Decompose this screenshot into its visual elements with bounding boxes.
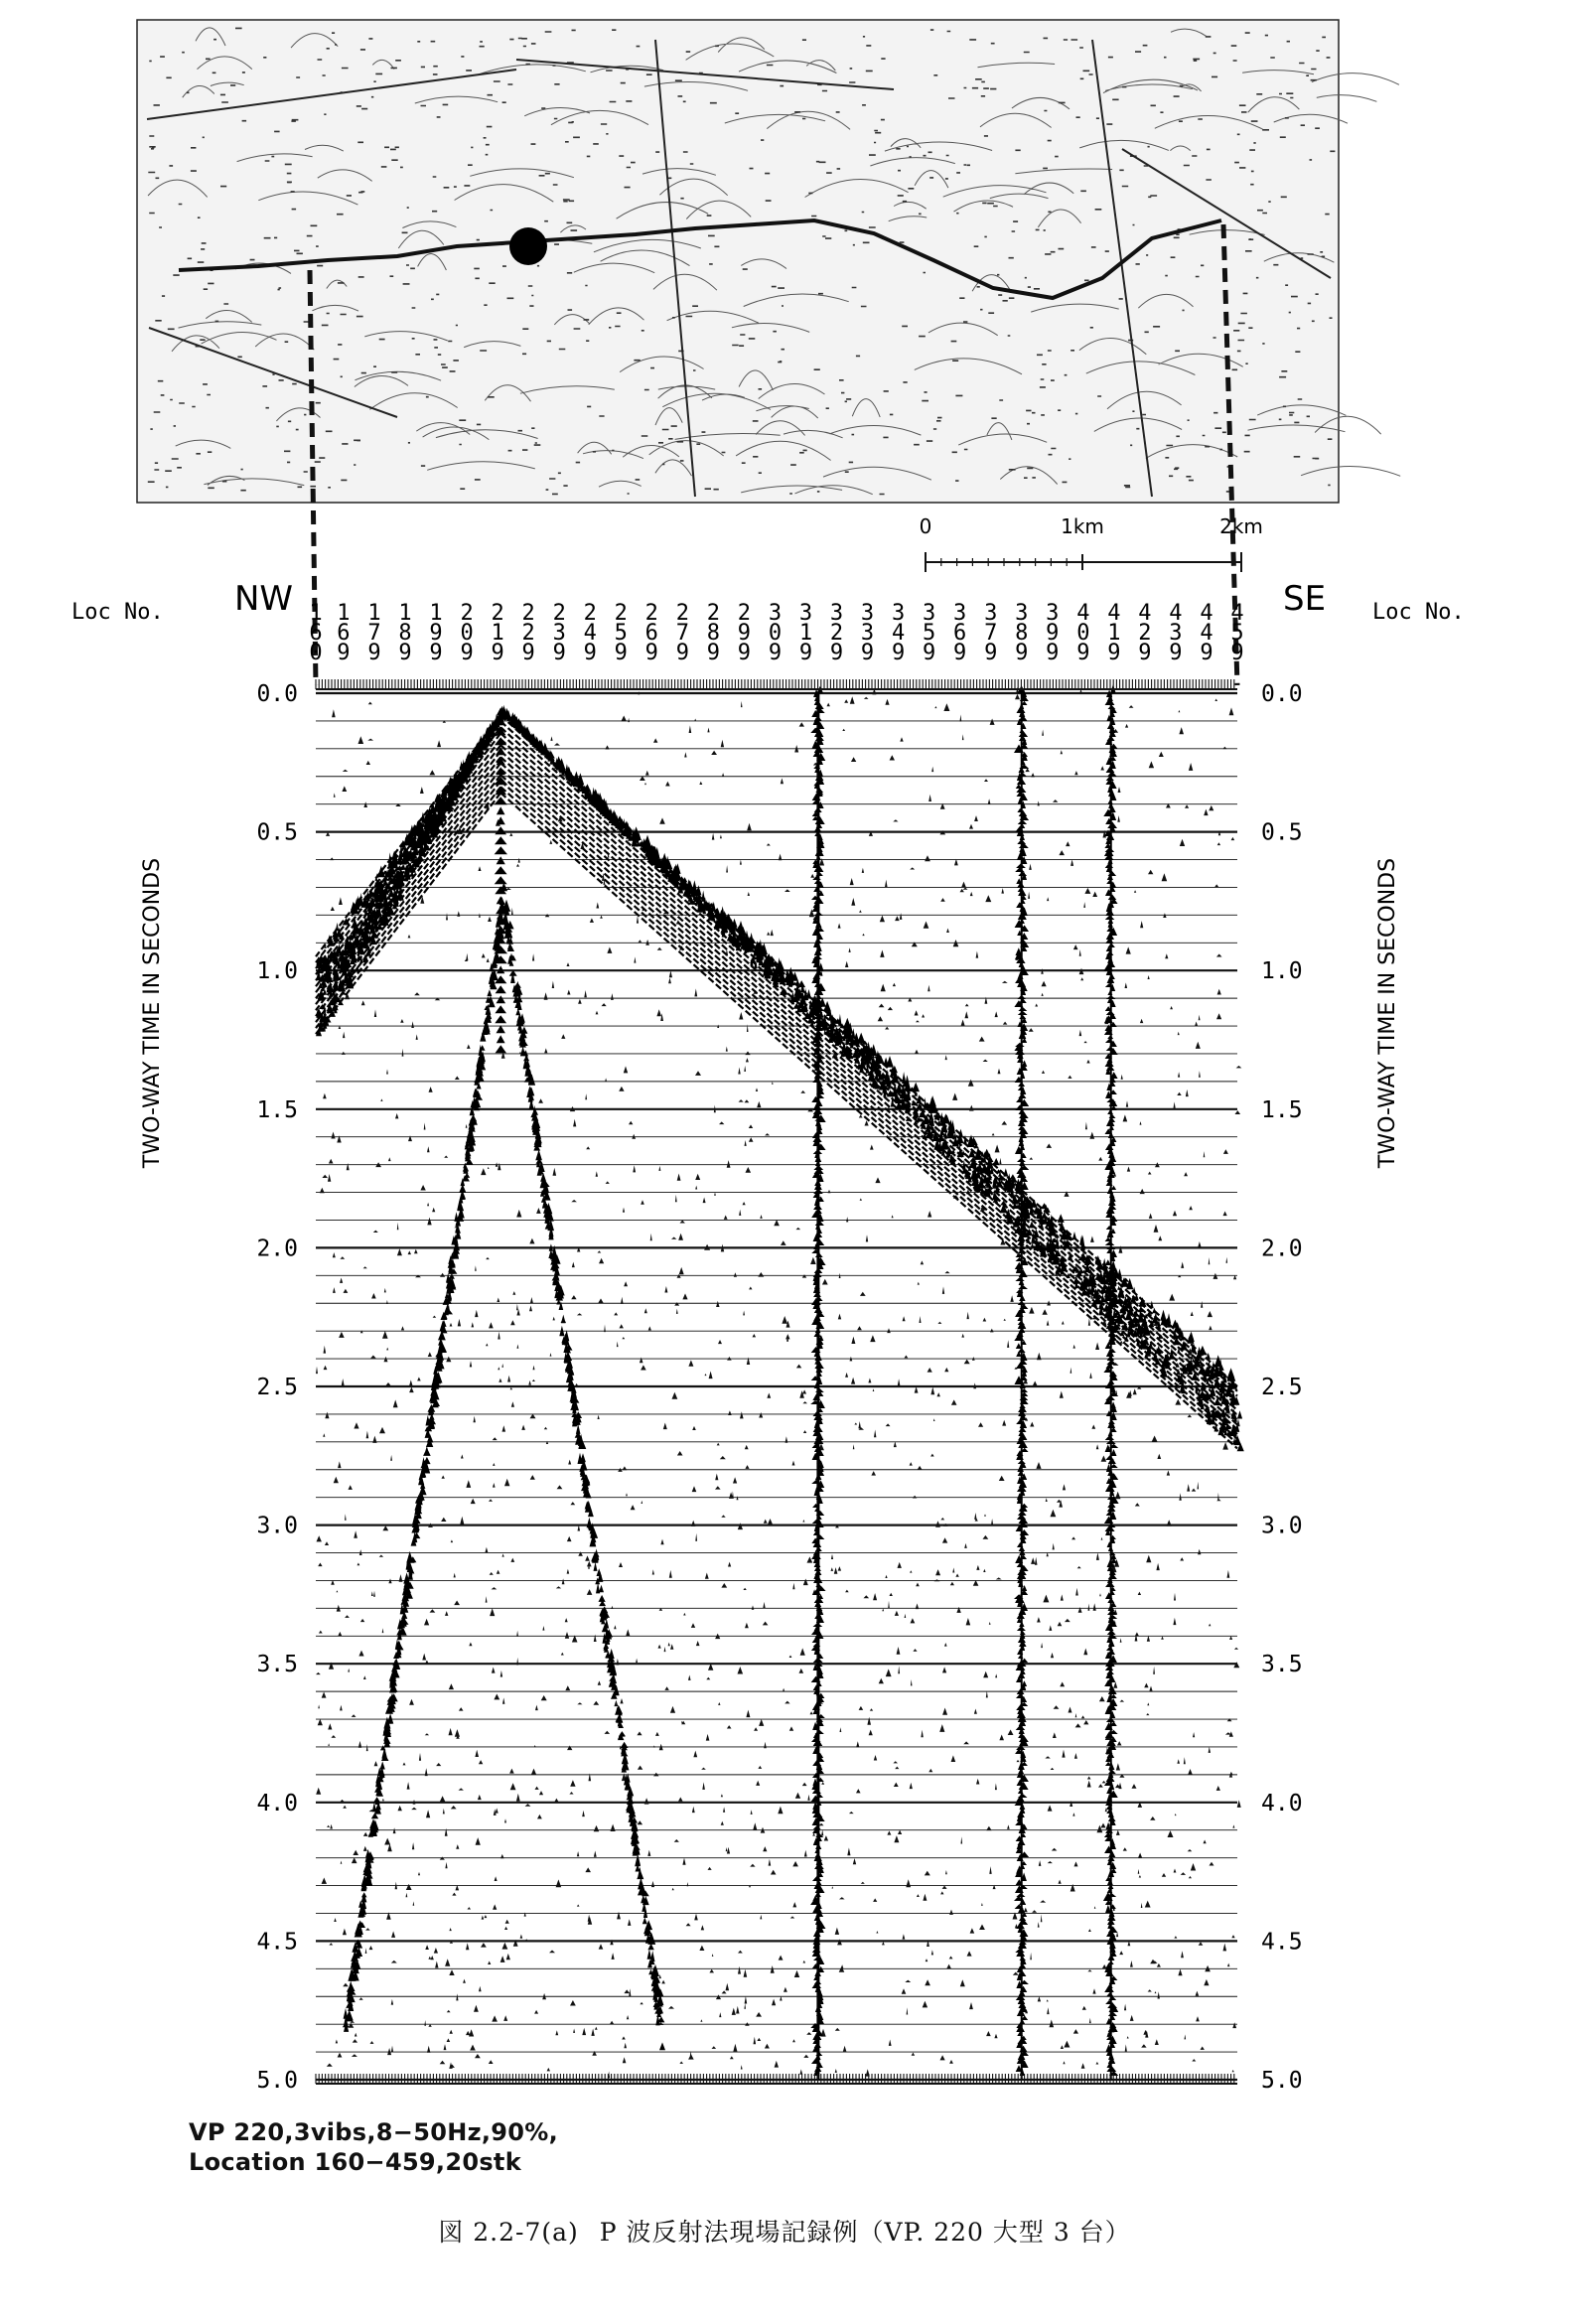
loc-number-339: 3 3 9	[860, 601, 875, 665]
y-tick-labels-right	[1261, 681, 1303, 2094]
y-axis-label-right: TWO-WAY TIME IN SECONDS	[1375, 857, 1400, 1169]
topographic-map	[137, 20, 1400, 503]
figure-caption	[0, 2213, 1569, 2249]
loc-number-160: 1 6 0	[309, 601, 323, 665]
y-axis-label-left: TWO-WAY TIME IN SECONDS	[140, 857, 165, 1169]
loc-number-219: 2 1 9	[491, 601, 504, 665]
y-tick-left-2.5: 2.5	[256, 1375, 298, 1400]
loc-no-label-right: Loc No.	[1372, 600, 1465, 625]
y-tick-right-5.0: 5.0	[1261, 2068, 1303, 2094]
noise-wavelets	[316, 687, 1241, 2079]
y-tick-left-0.5: 0.5	[256, 819, 298, 846]
map-scale-bar	[920, 514, 1263, 572]
loc-number-239: 2 3 9	[552, 601, 566, 665]
y-tick-right-2.5: 2.5	[1261, 1375, 1303, 1400]
loc-number-309: 3 0 9	[768, 601, 783, 665]
y-tick-right-4.5: 4.5	[1261, 1929, 1303, 1956]
loc-number-189: 1 8 9	[398, 601, 412, 665]
loc-number-249: 2 4 9	[583, 601, 597, 665]
loc-number-269: 2 6 9	[644, 601, 658, 665]
y-tick-left-5.0: 5.0	[256, 2068, 298, 2094]
direction-nw: NW	[234, 579, 294, 619]
loc-number-329: 3 2 9	[829, 601, 844, 665]
y-tick-right-2.0: 2.0	[1261, 1235, 1303, 1262]
loc-number-369: 3 6 9	[953, 601, 967, 665]
figure-caption-text: P 波反射法現場記録例（VP. 220 大型 3 台）	[599, 2218, 1131, 2247]
y-tick-right-4.0: 4.0	[1261, 1790, 1303, 1816]
loc-number-349: 3 4 9	[891, 601, 906, 665]
acquisition-line-2: Location 160−459,20stk	[189, 2148, 521, 2176]
figure-number: 図 2.2-7(a)	[438, 2218, 579, 2247]
y-tick-right-3.0: 3.0	[1261, 1513, 1303, 1539]
scale-label-0: 0	[919, 514, 932, 538]
acquisition-line-1: VP 220,3vibs,8−50Hz,90%,	[189, 2118, 559, 2146]
loc-number-379: 3 7 9	[984, 601, 998, 665]
y-tick-right-3.5: 3.5	[1261, 1652, 1303, 1678]
loc-number-299: 2 9 9	[737, 601, 752, 665]
loc-number-359: 3 5 9	[923, 601, 936, 665]
source-trace-wavelets	[494, 707, 507, 1053]
loc-number-259: 2 5 9	[614, 601, 628, 665]
loc-number-419: 4 1 9	[1107, 601, 1121, 665]
loc-number-209: 2 0 9	[460, 601, 474, 665]
y-tick-left-2.0: 2.0	[256, 1235, 298, 1262]
loc-number-459: 4 5 9	[1230, 601, 1244, 665]
y-tick-left-4.0: 4.0	[256, 1790, 298, 1816]
loc-number-449: 4 4 9	[1200, 601, 1213, 665]
y-tick-right-1.0: 1.0	[1261, 958, 1303, 985]
loc-number-169: 1 6 9	[337, 601, 351, 665]
loc-number-399: 3 9 9	[1046, 601, 1060, 665]
loc-number-179: 1 7 9	[367, 601, 381, 665]
loc-number-319: 3 1 9	[798, 601, 813, 665]
loc-number-199: 1 9 9	[429, 601, 443, 665]
loc-number-279: 2 7 9	[675, 601, 689, 665]
seismic-record-panel	[316, 679, 1244, 2084]
direction-se: SE	[1283, 579, 1327, 619]
loc-no-label-left: Loc No.	[71, 600, 164, 625]
y-tick-right-0.5: 0.5	[1261, 819, 1303, 846]
loc-number-409: 4 0 9	[1076, 601, 1090, 665]
acquisition-parameters	[189, 2117, 558, 2177]
y-tick-right-1.5: 1.5	[1261, 1096, 1303, 1123]
y-tick-labels-left	[256, 681, 298, 2094]
y-tick-left-3.0: 3.0	[256, 1513, 298, 1539]
loc-number-389: 3 8 9	[1015, 601, 1029, 665]
y-tick-left-4.5: 4.5	[256, 1929, 298, 1956]
loc-number-439: 4 3 9	[1169, 601, 1183, 665]
loc-number-429: 4 2 9	[1138, 601, 1152, 665]
loc-number-229: 2 2 9	[521, 601, 535, 665]
y-tick-left-1.5: 1.5	[256, 1096, 298, 1123]
source-point-marker	[509, 227, 547, 265]
y-tick-left-1.0: 1.0	[256, 958, 298, 985]
scale-label-2km: 2km	[1219, 514, 1263, 538]
first-break-arrivals	[316, 715, 1237, 1448]
y-tick-left-0.0: 0.0	[256, 681, 298, 707]
loc-number-row	[309, 601, 1243, 665]
loc-number-289: 2 8 9	[706, 601, 720, 665]
scale-label-1km: 1km	[1061, 514, 1104, 538]
y-tick-left-3.5: 3.5	[256, 1652, 298, 1678]
y-tick-right-0.0: 0.0	[1261, 681, 1303, 707]
